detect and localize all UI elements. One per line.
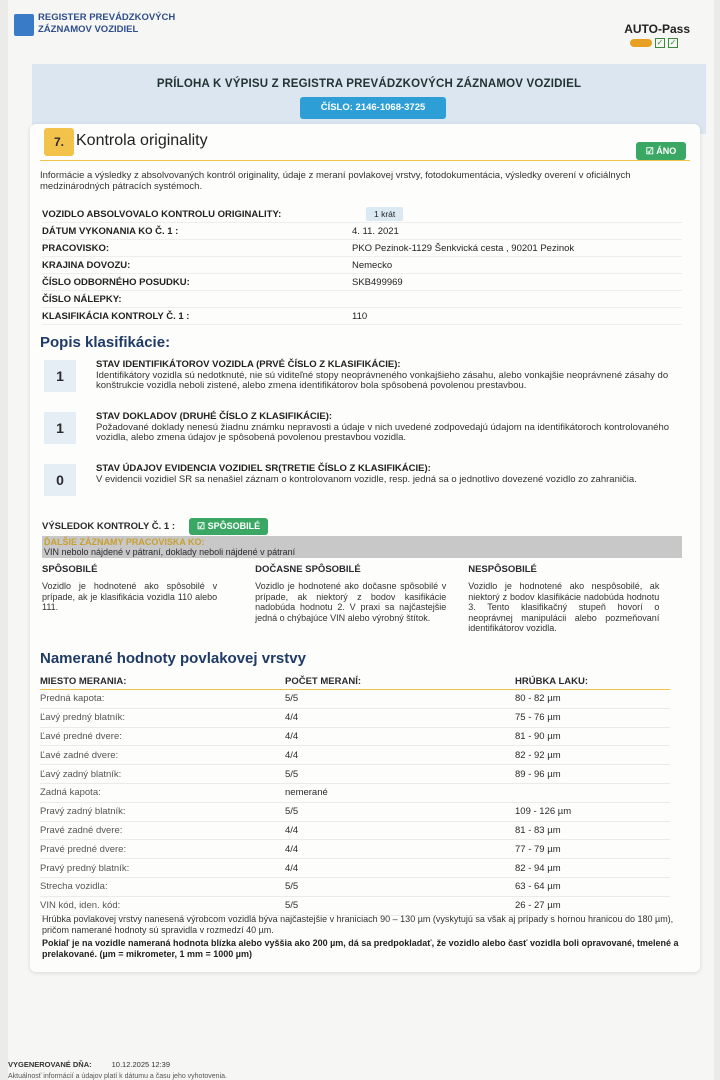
table-row — [40, 709, 670, 728]
classification-item — [44, 360, 684, 392]
column-header: HRÚBKA LAKU: — [515, 676, 588, 687]
table-cell: 89 - 96 µm — [515, 768, 561, 780]
table-cell: 4/4 — [285, 749, 299, 761]
table-cell: Ľavý predný blatník: — [40, 712, 126, 724]
table-row — [40, 822, 670, 841]
table-row — [40, 765, 670, 784]
table-cell: 5/5 — [285, 768, 299, 780]
table-cell: 5/5 — [285, 881, 299, 893]
classification-heading: STAV DOKLADOV (DRUHÉ ČÍSLO Z KLASIFIKÁCIE): — [96, 411, 333, 422]
classification-number: 1 — [44, 360, 76, 392]
legend-text: Vozidlo je hodnotené ako nespôsobilé, ak niektorý z bodov klasifikácie nadobúda hodnotu 3. Tento klasifikačný stupeň hovorí o neoprávnej manipulácii alebo pozmeňovaní identifikátorov vozidla. — [468, 581, 660, 633]
table-cell: Pravý zadný blatník: — [40, 806, 126, 818]
section-number: 7. — [44, 128, 74, 156]
classification-text-block — [96, 464, 637, 496]
classification-description: V evidencii vozidiel SR sa nenašiel záznam o kontrolovanom vozidle, resp. jedná sa o jednotlivo dovezené vozidlo zo zahraničia. — [96, 473, 637, 485]
field-row — [42, 291, 682, 308]
legend-column — [42, 564, 255, 634]
table-row — [40, 859, 670, 878]
classification-text-block — [96, 360, 684, 392]
status-badge: ☑ ÁNO — [636, 142, 686, 160]
table-cell: Pravé zadné dvere: — [40, 824, 123, 836]
table-cell: Pravé predné dvere: — [40, 843, 127, 855]
footer — [8, 1060, 170, 1069]
table-cell: 77 - 79 µm — [515, 843, 561, 855]
field-label: ČÍSLO ODBORNÉHO POSUDKU: — [42, 276, 190, 288]
field-value: Nemecko — [352, 259, 393, 271]
table-cell: Pravý predný blatník: — [40, 862, 130, 874]
classification-item — [44, 412, 684, 444]
car-icon — [630, 39, 652, 47]
checkbox-icon: ✓ — [669, 38, 677, 47]
classification-number: 1 — [44, 412, 76, 444]
measurement-title: Namerané hodnoty povlakovej vrstvy — [40, 650, 306, 667]
table-cell: 5/5 — [285, 693, 299, 705]
column-header: MIESTO MERANIA: — [40, 676, 127, 687]
autopass-brand: AUTO-Pass — [624, 22, 690, 36]
table-cell: Strecha vozidla: — [40, 881, 108, 893]
table-cell: 5/5 — [285, 806, 299, 818]
table-cell: 4/4 — [285, 843, 299, 855]
field-value: 1 krát — [366, 207, 403, 221]
field-row — [42, 240, 682, 257]
table-cell: 80 - 82 µm — [515, 693, 561, 705]
other-records-text: VIN nebolo nájdené v pátraní, doklady neboli nájdené v pátraní — [44, 547, 296, 557]
autopass-logo-icons — [630, 38, 678, 48]
thickness-warning: Pokiaľ je na vozidle nameraná hodnota blízka alebo vyššia ako 200 µm, dá sa predpokladať, že vozidlo alebo časť vozidla boli opravované, tmelené a prelakované. (µm = mikrometer, 1 mm = 1000 µm) — [42, 938, 679, 959]
status-badge-label: ÁNO — [656, 146, 677, 156]
table-cell: Zadná kapota: — [40, 787, 101, 799]
register-logo-icon — [14, 14, 34, 36]
legend-text: Vozidlo je hodnotené ako spôsobilé v prípade, ak je klasifikácia vozidla 110 alebo 111. — [42, 581, 218, 612]
table-cell: 82 - 92 µm — [515, 749, 561, 761]
field-label: DÁTUM VYKONANIA KO Č. 1 : — [42, 225, 179, 237]
column-header: POČET MERANÍ: — [285, 676, 361, 687]
table-cell: 82 - 94 µm — [515, 862, 561, 874]
section-intro: Informácie a výsledky z absolvovaných kontról originality, údaje z meraní povlakovej vrstvy, fotodokumentácia, výsledky overení v oficiálnych medzinárodných pátracích systémoch. — [40, 170, 631, 192]
classification-heading: STAV ÚDAJOV EVIDENCIA VOZIDIEL SR(TRETIE ČÍSLO Z KLASIFIKÁCIE): — [96, 463, 431, 474]
table-row — [40, 728, 670, 747]
field-row — [42, 308, 682, 325]
table-cell: 63 - 64 µm — [515, 881, 561, 893]
field-label: VOZIDLO ABSOLVOVALO KONTROLU ORIGINALITY: — [42, 208, 282, 220]
generated-label: VYGENEROVANÉ DŇA: — [8, 1060, 92, 1069]
table-row — [40, 784, 670, 803]
table-cell: 4/4 — [285, 862, 299, 874]
classification-description: Požadované doklady nenesú žiadnu známku nepravosti a údaje v nich uvedené zodpovedajú údajom na identifikátoroch kontrolovaného vozidla, alebo zmena údajov je spôsobená povolenou prestavbou vozidla. — [96, 421, 670, 443]
table-cell: 26 - 27 µm — [515, 900, 561, 912]
table-cell: Ľavé predné dvere: — [40, 730, 122, 742]
classification-item — [44, 464, 684, 496]
logo-line-1: REGISTER PREVÁDZKOVÝCH — [38, 12, 176, 23]
field-row — [42, 206, 682, 223]
field-value: PKO Pezinok-1129 Šenkvická cesta , 90201 Pezinok — [352, 242, 575, 254]
result-legend — [42, 564, 682, 634]
document-page — [8, 0, 714, 1080]
table-cell: 4/4 — [285, 730, 299, 742]
table-cell: VIN kód, iden. kód: — [40, 900, 121, 912]
table-row — [40, 897, 670, 916]
legend-column — [468, 564, 681, 634]
field-label: PRACOVISKO: — [42, 242, 110, 254]
field-value: 4. 11. 2021 — [352, 225, 399, 237]
result-badge-label: SPÔSOBILÉ — [207, 521, 261, 531]
field-label: KLASIFIKÁCIA KONTROLY Č. 1 : — [42, 310, 190, 322]
section-title: Kontrola originality — [76, 132, 208, 149]
field-value: 110 — [352, 310, 368, 322]
table-cell: 81 - 83 µm — [515, 824, 561, 836]
field-label: ČÍSLO NÁLEPKY: — [42, 293, 122, 305]
result-label: VÝSLEDOK KONTROLY Č. 1 : — [42, 521, 176, 532]
other-records-heading: ĎALŠIE ZÁZNAMY PRACOVISKA KO: — [44, 537, 205, 547]
table-cell: 4/4 — [285, 824, 299, 836]
generated-value: 10.12.2025 12:39 — [111, 1060, 171, 1069]
originality-card — [30, 124, 700, 972]
field-row — [42, 223, 682, 240]
logo-line-2: ZÁZNAMOV VOZIDIEL — [38, 24, 139, 35]
table-cell: Predná kapota: — [40, 693, 105, 705]
table-cell: Ľavé zadné dvere: — [40, 749, 119, 761]
field-label: KRAJINA DOVOZU: — [42, 259, 131, 271]
table-row — [40, 840, 670, 859]
classification-title: Popis klasifikácie: — [40, 334, 171, 351]
document-title: PRÍLOHA K VÝPISU Z REGISTRA PREVÁDZKOVÝCH ZÁZNAMOV VOZIDIEL — [156, 78, 582, 90]
thickness-note: Hrúbka povlakovej vrstvy nanesená výrobcom vozidlá býva najčastejšie v hraniciach 90 – 130 µm (vyskytujú sa však aj prípady s hornou hranicou do 180 µm), pričom namerané hodnoty sú spravidla v rozmedzí 40 µm. — [42, 914, 674, 935]
legend-heading: DOČASNE SPÔSOBILÉ — [255, 564, 361, 575]
table-cell: Ľavý zadný blatník: — [40, 768, 122, 780]
table-cell: 75 - 76 µm — [515, 712, 561, 724]
table-cell: 81 - 90 µm — [515, 730, 561, 742]
classification-text-block — [96, 412, 684, 444]
footer-disclaimer: Aktuálnosť informácií a údajov platí k dátumu a času jeho vyhotovenia. — [8, 1073, 227, 1080]
checkbox-icon: ✓ — [656, 38, 664, 47]
legend-heading: SPÔSOBILÉ — [42, 564, 98, 575]
table-cell: 5/5 — [285, 900, 299, 912]
table-header — [40, 676, 670, 690]
legend-text: Vozidlo je hodnotené ako dočasne spôsobilé v prípade, ak niektorý z bodov kasifikácie nadobúda hodnotu 2. V praxi sa najčastejšie jedná o chýbajúce VIN alebo výrobný štítok. — [255, 581, 447, 623]
table-cell: 109 - 126 µm — [515, 806, 572, 818]
table-cell: 4/4 — [285, 712, 299, 724]
table-row — [40, 746, 670, 765]
measurement-table — [40, 676, 670, 916]
document-number-badge: ČÍSLO: 2146-1068-3725 — [300, 97, 446, 119]
field-value: SKB499969 — [352, 276, 403, 288]
other-records — [42, 536, 682, 558]
table-row — [40, 803, 670, 822]
result-row — [42, 518, 268, 535]
field-row — [42, 274, 682, 291]
section-divider — [40, 160, 690, 161]
legend-column — [255, 564, 468, 634]
field-row — [42, 257, 682, 274]
classification-number: 0 — [44, 464, 76, 496]
classification-description: Identifikátory vozidla sú nedotknuté, nie sú viditeľné stopy neoprávneného vonkajšieho zásahu, alebo vonkajšie neoprávnené zásahy do konštrukcie vozidla neboli zistené, alebo zmena identifikátorov bola spôsobená povolenou prestavbou. — [96, 369, 669, 391]
table-row — [40, 690, 670, 709]
legend-heading: NESPÔSOBILÉ — [468, 564, 537, 575]
info-fields — [42, 206, 682, 325]
table-row — [40, 878, 670, 897]
table-cell: nemerané — [285, 787, 328, 799]
result-badge: ☑ SPÔSOBILÉ — [189, 518, 268, 535]
table-body — [40, 690, 670, 916]
classification-heading: STAV IDENTIFIKÁTOROV VOZIDLA (PRVÉ ČÍSLO Z KLASIFIKÁCIE): — [96, 359, 401, 370]
register-logo-text — [38, 12, 175, 36]
